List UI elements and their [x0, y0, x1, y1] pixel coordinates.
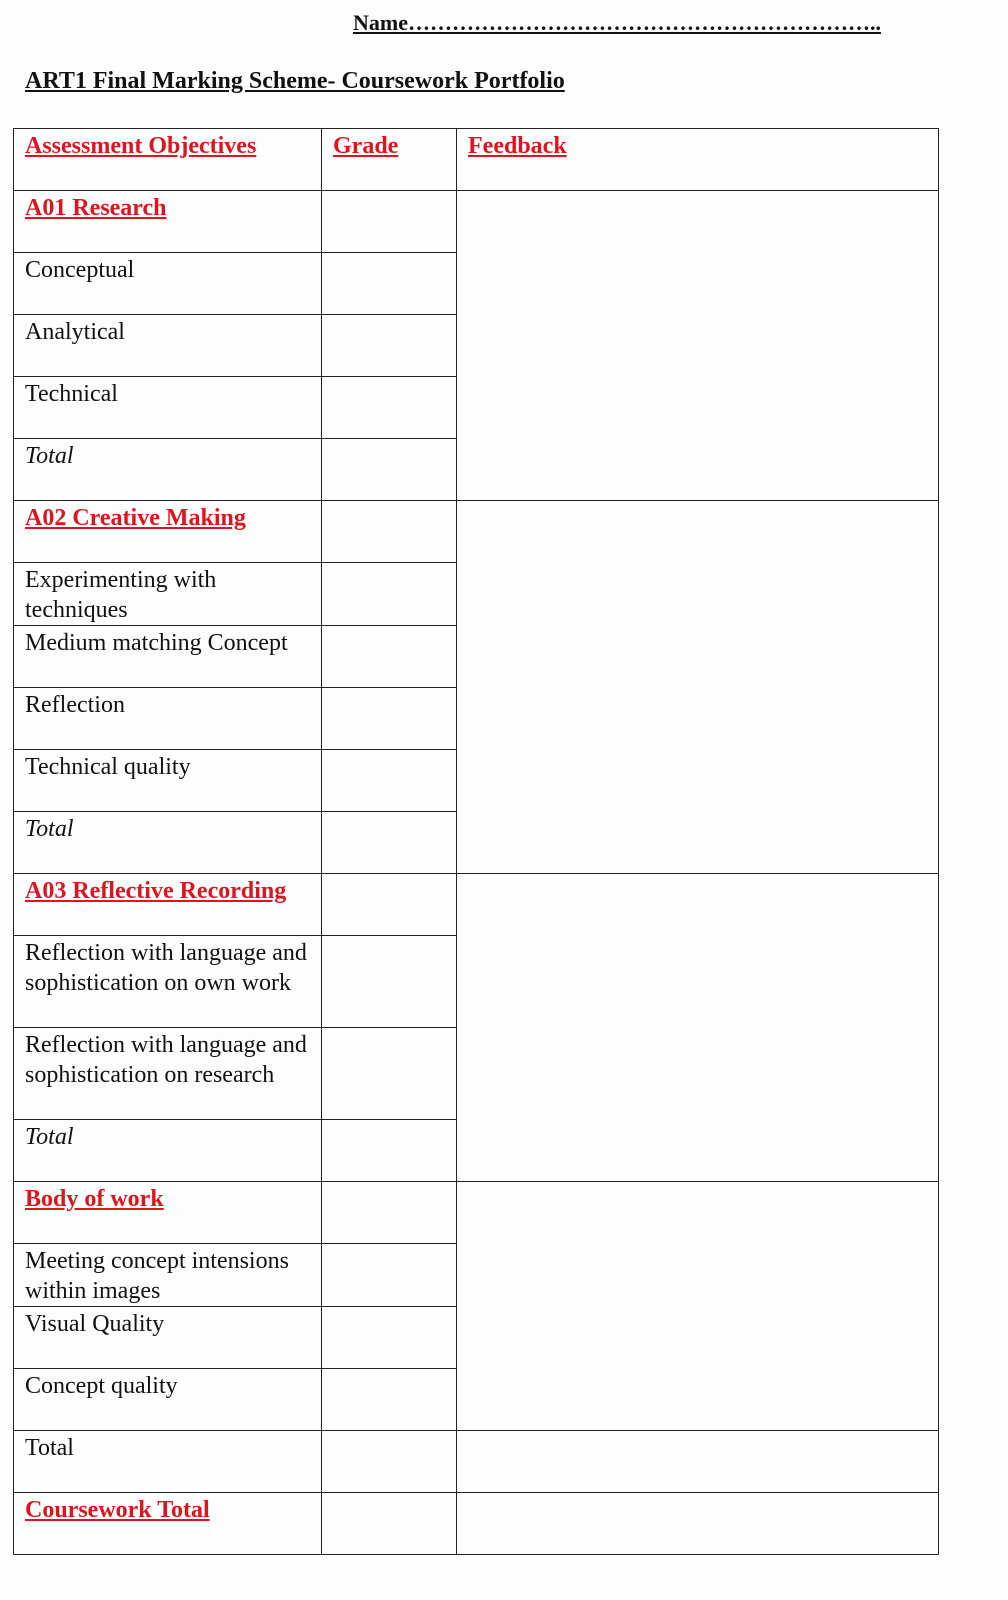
grade-cell[interactable] — [322, 874, 457, 936]
section-heading-row — [14, 191, 939, 253]
grade-cell[interactable] — [322, 1028, 457, 1120]
feedback-cell-a03[interactable] — [457, 874, 939, 1182]
section-heading-a03: A03 Reflective Recording — [14, 874, 322, 936]
section-heading-body-of-work: Body of work — [14, 1182, 322, 1244]
criterion-label: Conceptual — [14, 253, 322, 315]
feedback-cell-a01[interactable] — [457, 191, 939, 501]
grade-cell[interactable] — [322, 253, 457, 315]
coursework-total-label: Coursework Total — [14, 1493, 322, 1555]
criterion-label: Concept quality — [14, 1369, 322, 1431]
criterion-label: Meeting concept intensions within images — [14, 1244, 322, 1307]
grade-cell[interactable] — [322, 1120, 457, 1182]
header-objectives: Assessment Objectives — [14, 129, 322, 191]
criterion-label: Analytical — [14, 315, 322, 377]
total-label: Total — [14, 1431, 322, 1493]
section-heading-a02: A02 Creative Making — [14, 501, 322, 563]
marking-scheme-table — [13, 128, 939, 1555]
total-row — [14, 1431, 939, 1493]
feedback-cell-coursework-total[interactable] — [457, 1493, 939, 1555]
criterion-label: Experimenting with techniques — [14, 563, 322, 626]
grade-cell[interactable] — [322, 439, 457, 501]
total-label: Total — [14, 439, 322, 501]
grade-cell[interactable] — [322, 626, 457, 688]
grade-cell[interactable] — [322, 563, 457, 626]
criterion-label: Reflection with language and sophistication on own work — [14, 936, 322, 1028]
grade-cell[interactable] — [322, 936, 457, 1028]
table-header-row — [14, 129, 939, 191]
grade-cell[interactable] — [322, 750, 457, 812]
grade-cell[interactable] — [322, 377, 457, 439]
grade-cell[interactable] — [322, 501, 457, 563]
criterion-label: Reflection with language and sophistication on research — [14, 1028, 322, 1120]
grade-cell[interactable] — [322, 1493, 457, 1555]
grade-cell[interactable] — [322, 315, 457, 377]
criterion-label: Visual Quality — [14, 1307, 322, 1369]
total-label: Total — [14, 812, 322, 874]
grade-cell[interactable] — [322, 1182, 457, 1244]
section-heading-row — [14, 1182, 939, 1244]
section-heading-row — [14, 874, 939, 936]
header-grade: Grade — [322, 129, 457, 191]
coursework-total-row — [14, 1493, 939, 1555]
section-heading-a01: A01 Research — [14, 191, 322, 253]
section-heading-row — [14, 501, 939, 563]
grade-cell[interactable] — [322, 191, 457, 253]
feedback-cell-a02[interactable] — [457, 501, 939, 874]
feedback-cell-body-of-work[interactable] — [457, 1182, 939, 1431]
criterion-label: Medium matching Concept — [14, 626, 322, 688]
name-field-line: Name……………………………………………………….. — [353, 10, 881, 35]
feedback-cell-body-total[interactable] — [457, 1431, 939, 1493]
grade-cell[interactable] — [322, 812, 457, 874]
grade-cell[interactable] — [322, 1431, 457, 1493]
grade-cell[interactable] — [322, 1369, 457, 1431]
grade-cell[interactable] — [322, 1244, 457, 1307]
criterion-label: Technical — [14, 377, 322, 439]
total-label: Total — [14, 1120, 322, 1182]
header-feedback: Feedback — [457, 129, 939, 191]
grade-cell[interactable] — [322, 688, 457, 750]
criterion-label: Technical quality — [14, 750, 322, 812]
criterion-label: Reflection — [14, 688, 322, 750]
document-title: ART1 Final Marking Scheme- Coursework Portfolio — [25, 68, 565, 94]
grade-cell[interactable] — [322, 1307, 457, 1369]
